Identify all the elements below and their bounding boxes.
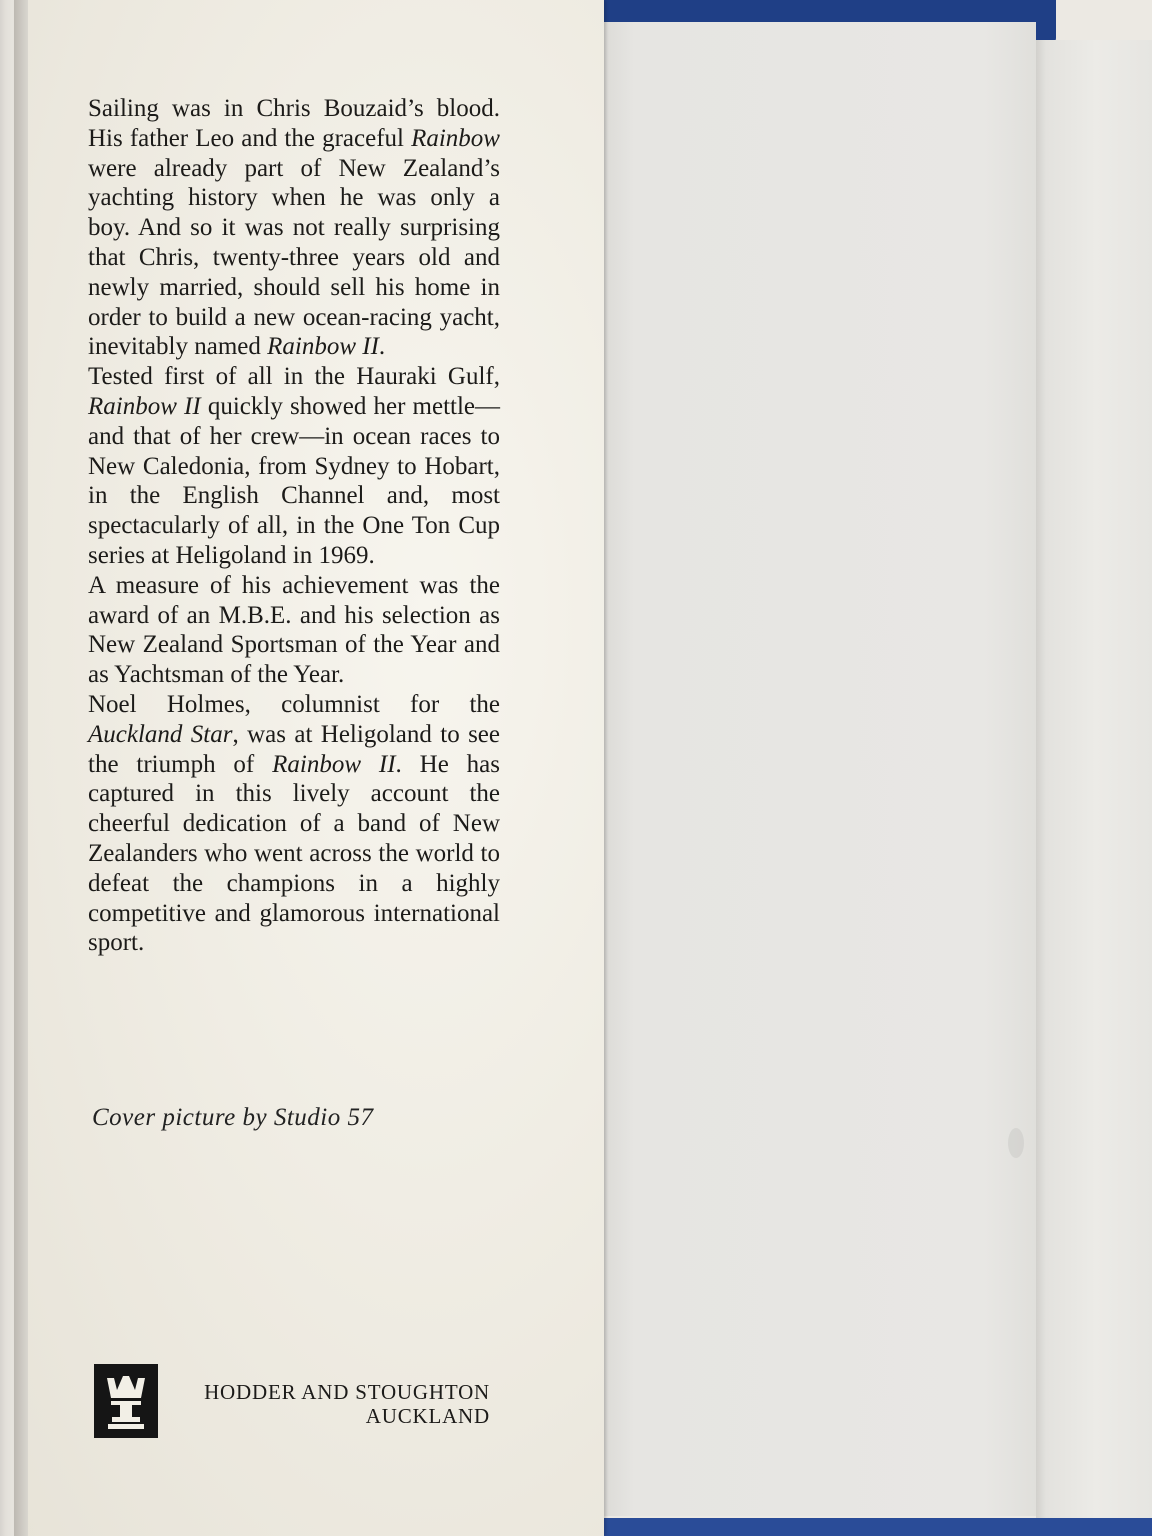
blurb-paragraph-1: Sailing was in Chris Bouzaid’s blood. His father Leo and the graceful Rainbow were already part of New Zealand’s yachting history when he was only a boy. And so it was not really surprising that Chris, twenty-three years old and newly married, should sell his home in order to build a new ocean-racing yacht, inevitably named Rainbow II. — [88, 95, 500, 361]
publisher-city: AUCKLAND — [365, 1404, 490, 1428]
paper-stain — [1008, 1128, 1024, 1158]
cover-board-bottom — [604, 1518, 1152, 1536]
blurb-paragraph-3: A measure of his achievement was the award of an M.B.E. and his selection as New Zealand Sportsman of the Year and as Yachtsman of the Year. — [88, 571, 500, 689]
flap-fold-edge — [14, 0, 28, 1536]
cover-credit: Cover picture by Studio 57 — [92, 1104, 374, 1131]
publisher-imprint — [172, 1380, 490, 1428]
endpaper — [604, 22, 1036, 1516]
publisher-name: HODDER AND STOUGHTON — [204, 1380, 490, 1404]
crown-logo-icon — [94, 1364, 158, 1438]
jacket-blurb — [88, 94, 500, 958]
blurb-paragraph-4: Noel Holmes, columnist for the Auckland Star, was at Heligoland to see the triumph of Rainbow II. He has captured in this lively account the cheerful dedication of a band of New Zealanders who went across the world to defeat the champions in a highly competitive and glamorous international sport. — [88, 690, 501, 957]
blurb-paragraph-2: Tested first of all in the Hauraki Gulf, Rainbow II quickly showed her mettle—and that of her crew—in ocean races to New Caledonia, from Sydney to Hobart, in the English Channel and, most spectacularly of all, in the One Ton Cup series at Heligoland in 1969. — [88, 363, 501, 569]
page-block-edge — [1036, 40, 1152, 1520]
